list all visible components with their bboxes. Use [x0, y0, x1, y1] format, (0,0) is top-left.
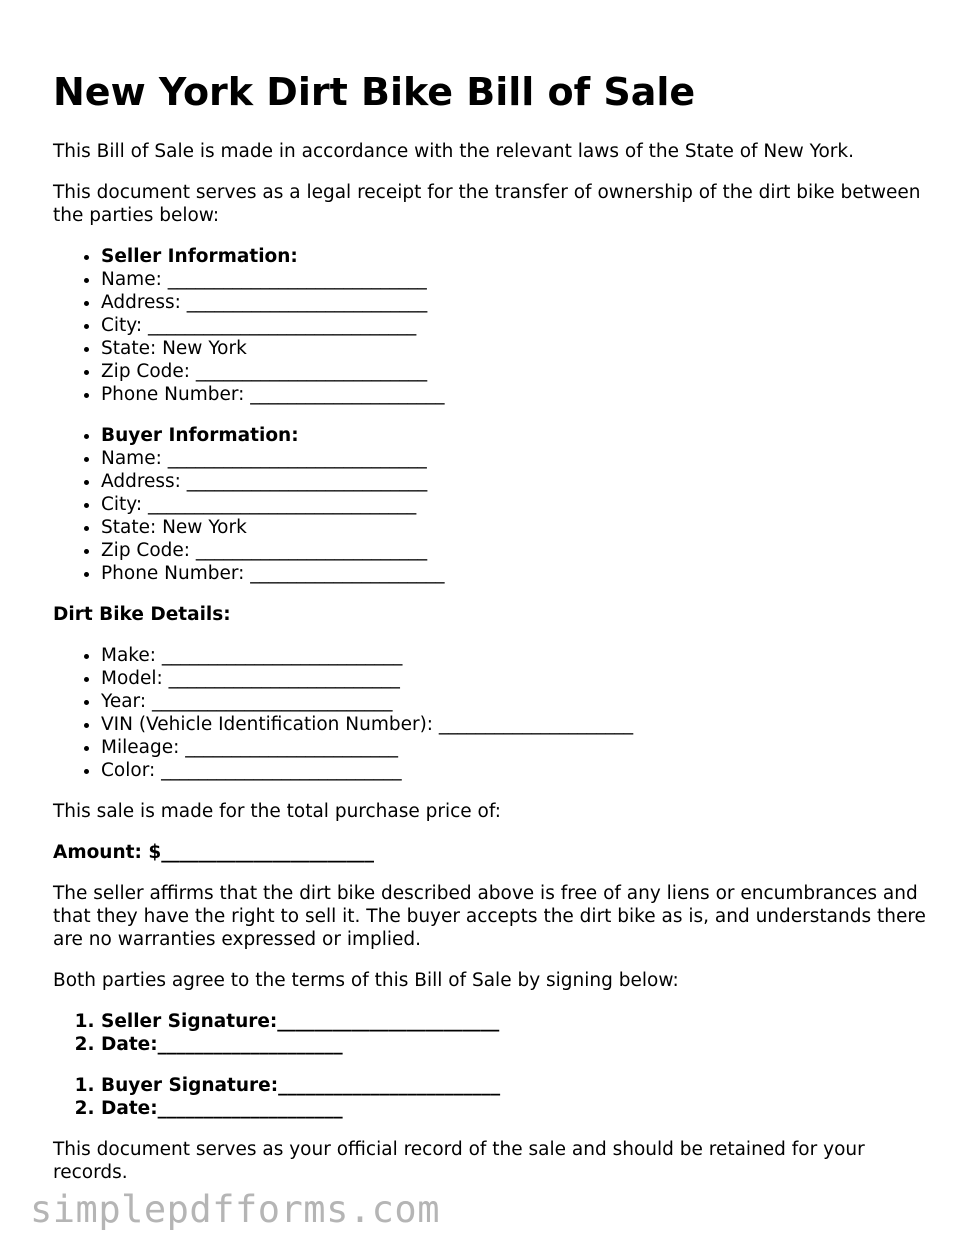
- bike-year-field: • Year: __________________________: [101, 690, 933, 713]
- document-body: [53, 140, 933, 1202]
- bike-model-field: • Model: _________________________: [101, 667, 933, 690]
- bike-details-list: [53, 644, 933, 782]
- amount-field: Amount: $_______________________: [53, 842, 374, 863]
- buyer-phone-field: • Phone Number: _____________________: [101, 562, 933, 585]
- closing-paragraph: This document serves as your official record of the sale and should be retained for your records.: [53, 1139, 865, 1183]
- seller-zip-field: • Zip Code: _________________________: [101, 360, 933, 383]
- intro-paragraph-2: This document serves as a legal receipt for the transfer of ownership of the dirt bike between the parties below:: [53, 182, 921, 226]
- buyer-info-list: [53, 424, 933, 585]
- page-title: New York Dirt Bike Bill of Sale: [53, 70, 696, 114]
- bike-make-field: • Make: __________________________: [101, 644, 933, 667]
- bike-details-heading: Dirt Bike Details:: [53, 604, 231, 625]
- price-intro: This sale is made for the total purchase price of:: [53, 801, 501, 822]
- bike-vin-field: • VIN (Vehicle Identification Number): _____________________: [101, 713, 933, 736]
- affirmation-paragraph: The seller affirms that the dirt bike described above is free of any liens or encumbrances and that they have the right to sell it. The buyer accepts the dirt bike as is, and understands there are no warranties expressed or implied.: [53, 883, 926, 950]
- buyer-signature-field: 1. Buyer Signature:________________________: [101, 1074, 933, 1097]
- seller-date-field: 2. Date:____________________: [101, 1033, 933, 1056]
- seller-info-heading: • Seller Information:: [101, 245, 933, 268]
- buyer-info-heading: • Buyer Information:: [101, 424, 933, 447]
- buyer-city-field: • City: _____________________________: [101, 493, 933, 516]
- buyer-date-field: 2. Date:____________________: [101, 1097, 933, 1120]
- buyer-name-field: • Name: ____________________________: [101, 447, 933, 470]
- buyer-state-field: • State: New York: [101, 516, 933, 539]
- seller-state-field: • State: New York: [101, 337, 933, 360]
- seller-address-field: • Address: __________________________: [101, 291, 933, 314]
- buyer-signature-list: [53, 1074, 933, 1120]
- seller-info-list: [53, 245, 933, 406]
- site-watermark: simplepdfforms.com: [30, 1188, 440, 1231]
- seller-signature-field: 1. Seller Signature:________________________: [101, 1010, 933, 1033]
- seller-signature-list: [53, 1010, 933, 1056]
- seller-city-field: • City: _____________________________: [101, 314, 933, 337]
- bike-color-field: • Color: __________________________: [101, 759, 933, 782]
- buyer-address-field: • Address: __________________________: [101, 470, 933, 493]
- seller-phone-field: • Phone Number: _____________________: [101, 383, 933, 406]
- intro-paragraph-1: This Bill of Sale is made in accordance with the relevant laws of the State of New York.: [53, 141, 855, 162]
- bike-mileage-field: • Mileage: _______________________: [101, 736, 933, 759]
- agreement-paragraph: Both parties agree to the terms of this Bill of Sale by signing below:: [53, 970, 679, 991]
- buyer-zip-field: • Zip Code: _________________________: [101, 539, 933, 562]
- seller-name-field: • Name: ____________________________: [101, 268, 933, 291]
